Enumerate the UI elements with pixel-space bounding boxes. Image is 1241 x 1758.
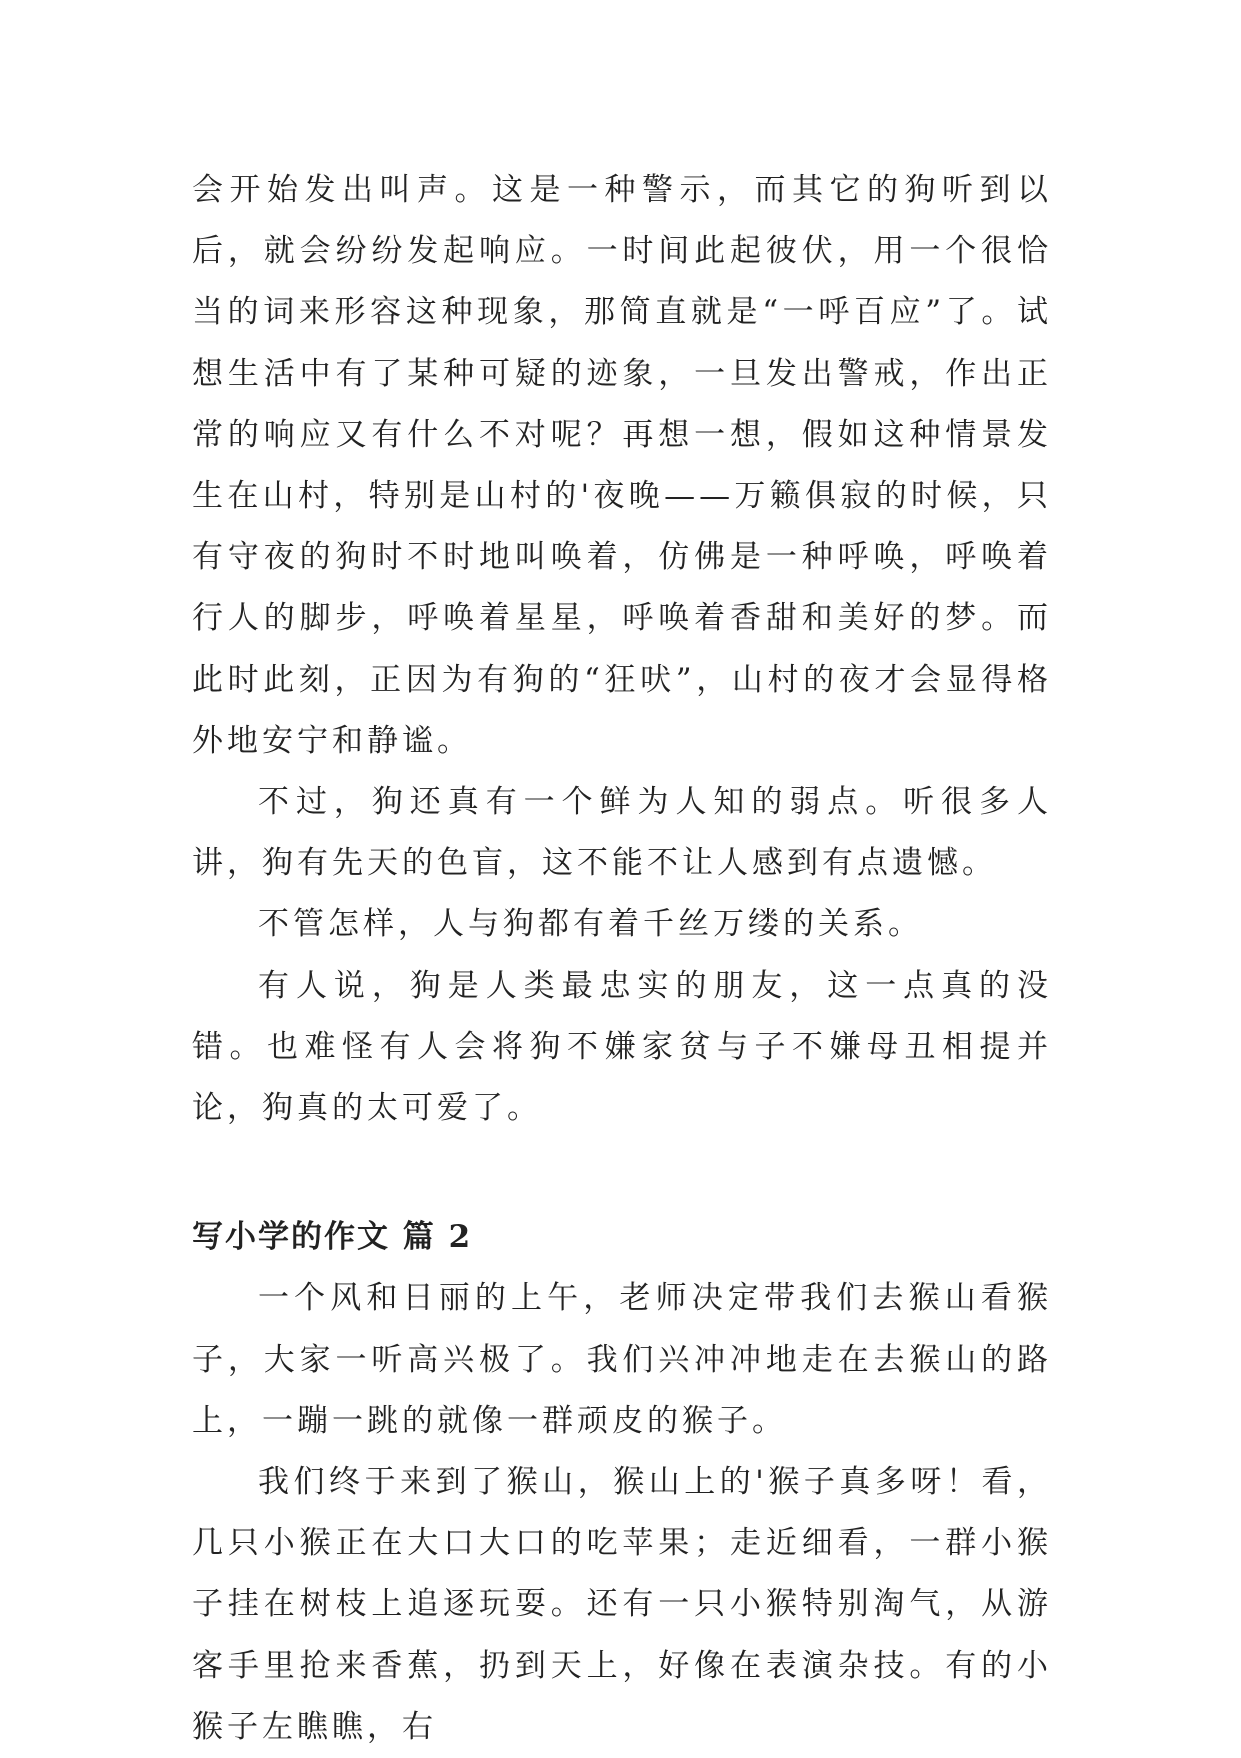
body-paragraph: 有人说，狗是人类最忠实的朋友，这一点真的没错。也难怪有人会将狗不嫌家贫与子不嫌母丑相提并论，狗真的太可爱了。 [192,967,1052,1127]
body-paragraph: 我们终于来到了猴山，猴山上的'猴子真多呀！看，几只小猴正在大口大口的吃苹果；走近细看，一群小猴子挂在树枝上追逐玩耍。还有一只小猴特别淘气，从游客手里抢来香蕉，扔到天上，好像在表演杂技。有的小猴子左瞧瞧，右 [192,1464,1052,1745]
body-paragraph: 不过，狗还真有一个鲜为人知的弱点。听很多人讲，狗有先天的色盲，这不能不让人感到有点遗憾。 [192,784,1052,882]
body-paragraph: 会开始发出叫声。这是一种警示，而其它的狗听到以后，就会纷纷发起响应。一时间此起彼伏，用一个很恰当的词来形容这种现象，那简直就是“一呼百应”了。试想生活中有了某种可疑的迹象，一旦发出警戒，作出正常的响应又有什么不对呢？再想一想，假如这种情景发生在山村，特别是山村的'夜晚——万籁俱寂的时候，只有守夜的狗时不时地叫唤着，仿佛是一种呼唤，呼唤着行人的脚步，呼唤着星星，呼唤着香甜和美好的梦。而此时此刻，正因为有狗的“狂吠”，山村的夜才会显得格外地安宁和静谧。 [192,172,1052,759]
section-heading: 写小学的作文 篇 2 [192,1219,473,1256]
body-paragraph: 不管怎样，人与狗都有着千丝万缕的关系。 [258,906,923,943]
body-paragraph: 一个风和日丽的上午，老师决定带我们去猴山看猴子，大家一听高兴极了。我们兴冲冲地走在去猴山的路上，一蹦一跳的就像一群顽皮的猴子。 [192,1280,1052,1439]
document-page [192,160,1052,1758]
